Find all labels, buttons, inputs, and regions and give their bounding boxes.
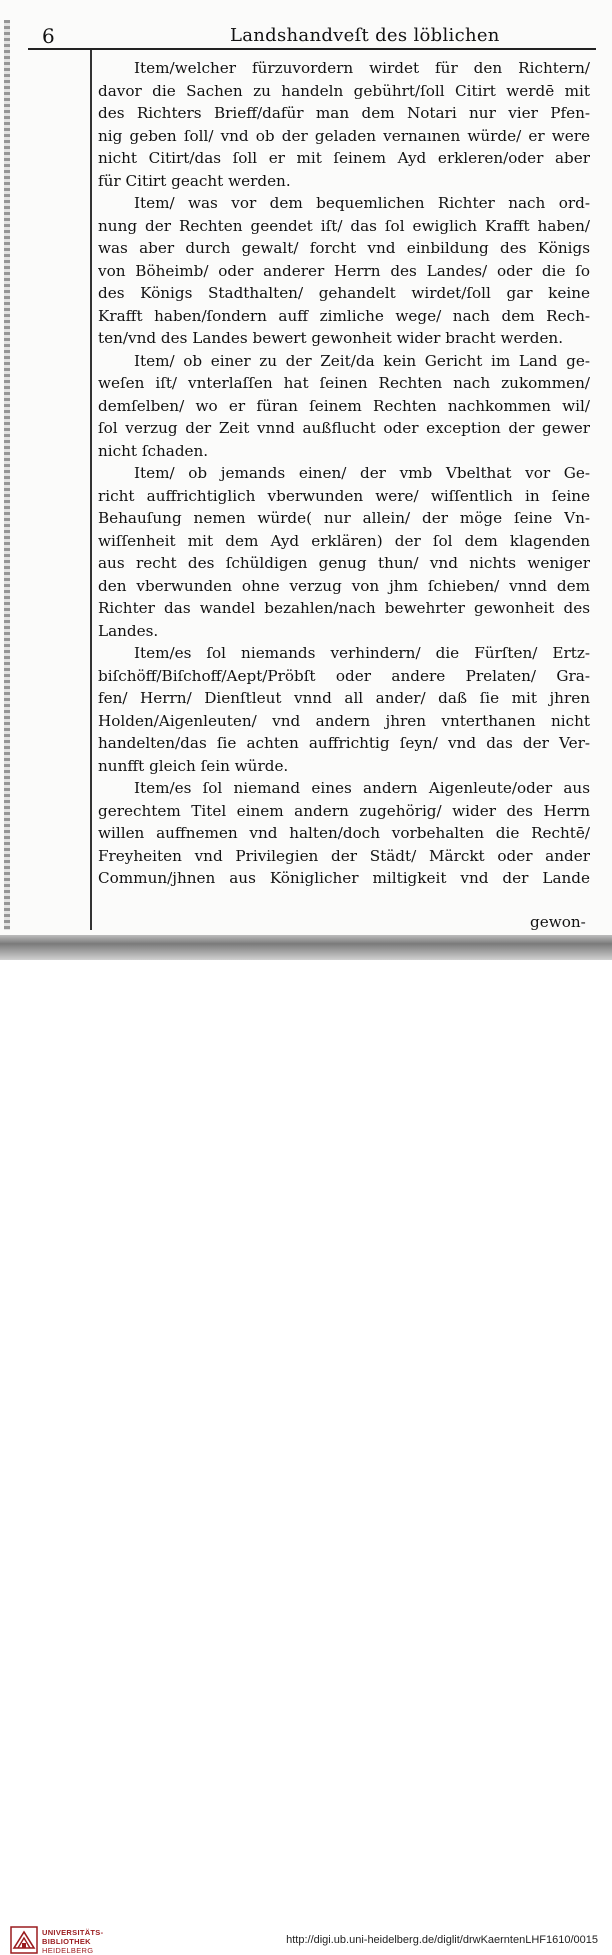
text-line: des Richters Brieff/dafür man dem Notari nur vier Pfen- <box>98 104 590 122</box>
library-name[interactable] <box>42 1928 103 1955</box>
text-line: willen auffnemen vnd halten/doch vorbehalten die Rechtē/ <box>98 824 590 842</box>
text-line: Freyheiten vnd Privilegien der Städt/ Märckt oder ander <box>98 846 590 865</box>
text-line: davor die Sachen zu handeln gebührt/ſoll Citirt werdē mit <box>98 81 590 100</box>
library-name-line-2: BIBLIOTHEK <box>42 1937 91 1946</box>
text-line: nunfft gleich ſein würde. <box>98 756 289 775</box>
text-line: Landes. <box>98 621 159 640</box>
text-line: biſchöff/Biſchoff/Aept/Pröbſt oder andere Prelaten/ Gra- <box>98 666 590 685</box>
library-name-line-3: HEIDELBERG <box>42 1946 94 1955</box>
text-line: Item/es ſol niemands verhindern/ die Fürſten/ Ertz- <box>134 644 590 662</box>
text-line: Holden/Aigenleuten/ vnd andern jhren vnterthanen nicht <box>98 711 590 730</box>
text-line: gerechtem Titel einem andern zugehörig/ wider des Herrn <box>98 801 590 820</box>
text-line: Item/ ob einer zu der Zeit/da kein Gericht im Land ge- <box>134 351 590 370</box>
text-line: fen/ Herrn/ Dienſtleut vnnd all ander/ daß ſie mit jhren <box>98 689 590 707</box>
text-line: Item/ was vor dem bequemlichen Richter nach ord- <box>134 194 590 212</box>
page-binding-edge <box>4 20 10 930</box>
text-line: Item/welcher fürzuvordern wirdet für den Richtern/ <box>134 59 590 77</box>
text-line: richt auffrichtiglich vberwunden were/ wiſſentlich in ſeine <box>98 486 590 505</box>
university-library-logo-icon <box>10 1926 38 1954</box>
text-line: nig geben ſoll/ vnd ob der geladen vernaınen würde/ er were <box>98 126 590 145</box>
text-line: Behauſung nemen würde( nur allein/ der möge ſeine Vn- <box>98 509 590 527</box>
scanned-page <box>0 0 612 960</box>
header-rule <box>28 48 596 50</box>
permalink-url[interactable]: http://digi.ub.uni-heidelberg.de/diglit/drwKaerntenLHF1610/0015 <box>286 1934 598 1946</box>
text-line: demſelben/ wo er füran ſeinem Rechten nachkommen wil/ <box>98 396 590 415</box>
text-line: Item/es ſol niemand eines andern Aigenleute/oder aus <box>134 779 590 797</box>
text-line: nicht ſchaden. <box>98 441 209 460</box>
running-head: Landshandveſt des löblichen <box>230 25 500 46</box>
library-name-line-1: UNIVERSITÄTS- <box>42 1928 104 1937</box>
text-line: von Böheimb/ oder anderer Herrn des Landes/ oder die ſo <box>98 261 590 280</box>
page-number: 6 <box>42 24 55 48</box>
text-line: Krafft haben/ſondern auff zimliche wege/ nach dem Rech- <box>98 306 590 325</box>
page-bottom-edge <box>0 935 612 960</box>
text-line: handelten/das ſie achten auffrichtig ſeyn/ vnd das der Ver- <box>98 734 590 752</box>
text-line: ſol verzug der Zeit vnnd außflucht oder exception der gewer <box>98 419 590 437</box>
text-line: nung der Rechten geendet iſt/ das ſol ewiglich Krafft haben/ <box>98 216 590 235</box>
text-line: was aber durch gewalt/ forcht vnd einbildung des Königs <box>98 239 590 257</box>
text-line: weſen iſt/ vnterlaſſen hat ſeinen Rechten nach zukommen/ <box>98 374 590 392</box>
text-line: den vberwunden ohne verzug von jhm ſchieben/ vnnd dem <box>98 576 590 595</box>
text-line: wiſſenheit mit dem Ayd erklären) der ſol dem klagenden <box>98 531 590 550</box>
text-line: Item/ ob jemands einen/ der vmb Vbelthat vor Ge- <box>134 464 590 482</box>
margin-rule <box>90 50 92 930</box>
text-line: des Königs Stadthalten/ gehandelt wirdet/ſoll gar keine <box>98 284 590 302</box>
text-line: Richter das wandel bezahlen/nach bewehrter gewonheit des <box>98 599 590 617</box>
text-line: ten/vnd des Landes bewert gewonheit wider bracht werden. <box>98 329 564 347</box>
catchword: gewon- <box>530 913 586 931</box>
body-text <box>98 57 590 890</box>
text-line: aus recht des ſchüldigen genug thun/ vnd nichts weniger <box>98 554 590 572</box>
text-line: für Citirt geacht werden. <box>98 171 291 190</box>
viewer-footer <box>0 960 612 1955</box>
text-line: Commun/jhnen aus Königlicher miltigkeit vnd der Lande <box>98 869 590 887</box>
text-line: nicht Citirt/das ſoll er mit ſeinem Ayd erkleren/oder aber <box>98 149 590 167</box>
